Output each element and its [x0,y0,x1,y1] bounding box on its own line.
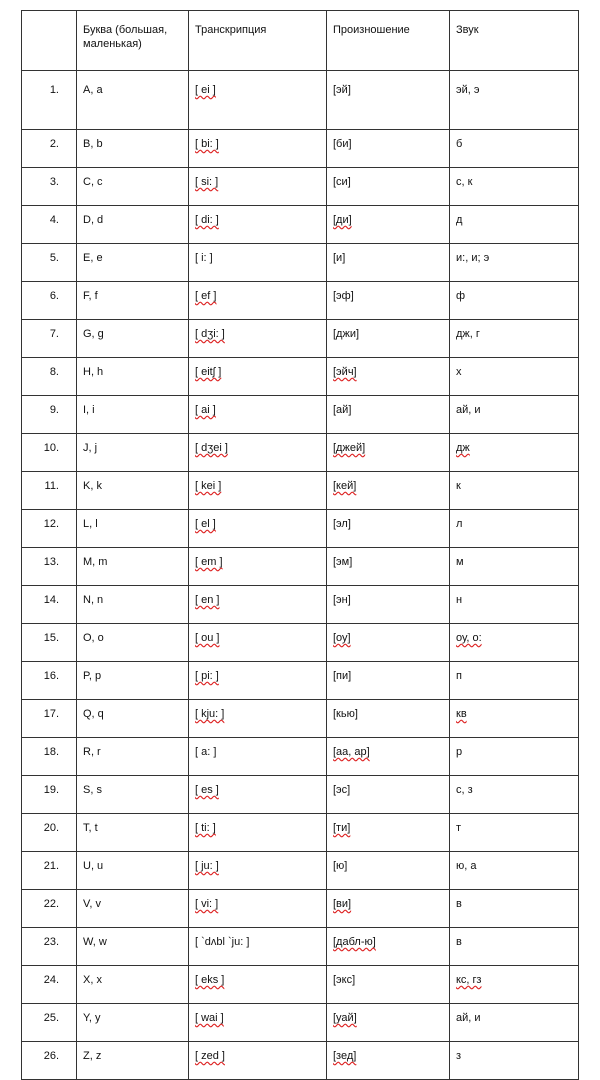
pronunciation-cell [327,1004,450,1042]
transcription-cell-text: [ ti: ] [195,822,216,834]
transcription-cell-text: [ ou ] [195,632,220,644]
row-number [22,814,77,852]
pronunciation-cell-text: [эф] [333,290,354,302]
pronunciation-cell [327,890,450,928]
transcription-cell-text: [ vi: ] [195,898,219,910]
row-number [22,548,77,586]
sound-cell-text: н [456,594,463,606]
pronunciation-cell [327,396,450,434]
sound-cell-text: р [456,746,463,758]
table-row [22,168,579,206]
row-number-text: 26. [43,1050,59,1062]
pronunciation-cell [327,662,450,700]
pronunciation-cell-text: [экс] [333,974,356,986]
sound-cell-text: д [456,214,463,226]
table-row [22,548,579,586]
row-number-text: 5. [49,252,59,264]
sound-cell [450,320,579,358]
transcription-cell [189,700,327,738]
header-letter: Буква (большая, маленькая) [77,11,189,71]
letter-cell-text: M, m [83,556,108,568]
header-number [22,11,77,71]
pronunciation-cell [327,510,450,548]
table-row [22,586,579,624]
transcription-cell [189,738,327,776]
sound-cell-text: с, з [456,784,473,796]
sound-cell [450,244,579,282]
sound-cell-text: оу, о: [456,632,482,644]
row-number-text: 16. [43,670,59,682]
row-number-text: 21. [43,860,59,872]
pronunciation-cell [327,168,450,206]
table-row [22,130,579,168]
letter-cell-text: Y, y [83,1012,101,1024]
row-number [22,928,77,966]
transcription-cell-text: [ kei ] [195,480,222,492]
transcription-cell [189,548,327,586]
pronunciation-cell [327,130,450,168]
pronunciation-cell [327,548,450,586]
transcription-cell [189,130,327,168]
letter-cell-text: V, v [83,898,101,910]
transcription-cell-text: [ di: ] [195,214,219,226]
sound-cell-text: дж [456,442,470,454]
pronunciation-cell-text: [би] [333,138,352,150]
transcription-cell-text: [ a: ] [195,746,217,758]
sound-cell-text: б [456,138,463,150]
table-row [22,510,579,548]
table-row [22,244,579,282]
sound-cell [450,662,579,700]
pronunciation-cell-text: [кью] [333,708,358,720]
letter-cell [77,472,189,510]
pronunciation-cell [327,358,450,396]
transcription-cell-text: [ i: ] [195,252,213,264]
sound-cell-text: кв [456,708,467,720]
transcription-cell [189,472,327,510]
row-number-text: 4. [49,214,59,226]
letter-cell-text: P, p [83,670,102,682]
row-number [22,434,77,472]
sound-cell-text: кс, гз [456,974,482,986]
table-row [22,320,579,358]
transcription-cell-text: [ kju: ] [195,708,225,720]
pronunciation-cell-text: [пи] [333,670,352,682]
letter-cell [77,966,189,1004]
transcription-cell [189,776,327,814]
pronunciation-cell-text: [джей] [333,442,366,454]
sound-cell [450,548,579,586]
row-number-text: 12. [43,518,59,530]
pronunciation-cell-text: [кей] [333,480,357,492]
row-number-text: 8. [49,366,59,378]
table-row [22,434,579,472]
alphabet-table-wrapper [21,10,579,1080]
header-row [22,11,579,71]
pronunciation-cell [327,928,450,966]
pronunciation-cell-text: [ти] [333,822,351,834]
letter-cell [77,71,189,130]
row-number [22,510,77,548]
sound-cell-text: з [456,1050,462,1062]
sound-cell [450,624,579,662]
table-row [22,776,579,814]
transcription-cell-text: [ em ] [195,556,223,568]
sound-cell [450,168,579,206]
transcription-cell-text: [ wai ] [195,1012,224,1024]
row-number [22,358,77,396]
sound-cell [450,358,579,396]
row-number [22,662,77,700]
letter-cell-text: O, o [83,632,104,644]
pronunciation-cell [327,472,450,510]
transcription-cell [189,890,327,928]
row-number [22,776,77,814]
row-number-text: 9. [49,404,59,416]
table-row [22,358,579,396]
pronunciation-cell-text: [эс] [333,784,351,796]
letter-cell-text: I, i [83,404,95,416]
row-number [22,71,77,130]
row-number-text: 25. [43,1012,59,1024]
transcription-cell-text: [ ju: ] [195,860,219,872]
letter-cell-text: K, k [83,480,102,492]
row-number-text: 13. [43,556,59,568]
pronunciation-cell-text: [си] [333,176,351,188]
transcription-cell [189,168,327,206]
row-number-text: 11. [44,480,59,492]
row-number [22,396,77,434]
sound-cell-text: п [456,670,462,682]
table-row [22,71,579,130]
letter-cell [77,928,189,966]
letter-cell [77,852,189,890]
letter-cell-text: Q, q [83,708,104,720]
row-number-text: 24. [43,974,59,986]
row-number-text: 3. [49,176,59,188]
transcription-cell [189,966,327,1004]
transcription-cell-text: [ si: ] [195,176,219,188]
sound-cell [450,1042,579,1080]
table-row [22,700,579,738]
table-row [22,282,579,320]
pronunciation-cell [327,776,450,814]
row-number-text: 19. [43,784,59,796]
letter-cell [77,1004,189,1042]
pronunciation-cell-text: [эм] [333,556,353,568]
header-sound: Звук [450,11,579,71]
transcription-cell [189,1004,327,1042]
transcription-cell-text: [ `dʌbl `ju: ] [195,936,250,948]
letter-cell [77,244,189,282]
row-number-text: 7. [49,328,59,340]
sound-cell-text: т [456,822,462,834]
row-number [22,966,77,1004]
letter-cell-text: W, w [83,936,107,948]
header-transcription: Транскрипция [189,11,327,71]
pronunciation-cell-text: [и] [333,252,346,264]
letter-cell-text: L, l [83,518,98,530]
letter-cell-text: J, j [83,442,98,454]
sound-cell-text: ф [456,290,466,302]
transcription-cell-text: [ pi: ] [195,670,219,682]
letter-cell-text: D, d [83,214,104,226]
transcription-cell [189,396,327,434]
sound-cell [450,434,579,472]
sound-cell-text: в [456,898,462,910]
pronunciation-cell [327,814,450,852]
row-number [22,244,77,282]
pronunciation-cell-text: [эй] [333,84,351,96]
pronunciation-cell [327,434,450,472]
letter-cell-text: N, n [83,594,104,606]
transcription-cell [189,814,327,852]
pronunciation-cell [327,700,450,738]
table-row [22,206,579,244]
letter-cell-text: S, s [83,784,102,796]
pronunciation-cell-text: [ю] [333,860,348,872]
transcription-cell-text: [ dʒei ] [195,442,228,454]
row-number [22,738,77,776]
letter-cell-text: A, a [83,84,103,96]
pronunciation-cell-text: [ви] [333,898,352,910]
transcription-cell-text: [ ef ] [195,290,217,302]
pronunciation-cell [327,624,450,662]
letter-cell [77,890,189,928]
letter-cell-text: B, b [83,138,103,150]
table-row [22,396,579,434]
row-number-text: 1. [49,84,59,96]
pronunciation-cell-text: [оу] [333,632,351,644]
row-number [22,282,77,320]
letter-cell [77,624,189,662]
transcription-cell [189,510,327,548]
sound-cell-text: и:, и; э [456,252,490,264]
sound-cell-text: в [456,936,462,948]
transcription-cell [189,852,327,890]
sound-cell-text: дж, г [456,328,480,340]
table-row [22,662,579,700]
row-number [22,624,77,662]
pronunciation-cell-text: [ай] [333,404,352,416]
table-row [22,928,579,966]
transcription-cell [189,282,327,320]
row-number [22,206,77,244]
row-number-text: 20. [43,822,59,834]
sound-cell-text: ай, и [456,404,481,416]
letter-cell-text: H, h [83,366,104,378]
table-row [22,1004,579,1042]
transcription-cell [189,71,327,130]
letter-cell [77,586,189,624]
letter-cell-text: Z, z [83,1050,102,1062]
sound-cell [450,700,579,738]
row-number-text: 10. [43,442,59,454]
letter-cell [77,130,189,168]
table-row [22,852,579,890]
transcription-cell [189,624,327,662]
letter-cell-text: C, c [83,176,103,188]
letter-cell [77,206,189,244]
letter-cell-text: G, g [83,328,104,340]
sound-cell-text: ю, а [456,860,477,872]
transcription-cell [189,320,327,358]
letter-cell-text: X, x [83,974,102,986]
pronunciation-cell [327,320,450,358]
sound-cell-text: эй, э [456,84,480,96]
row-number-text: 17. [43,708,59,720]
row-number [22,1004,77,1042]
pronunciation-cell [327,282,450,320]
table-row [22,966,579,1004]
sound-cell [450,472,579,510]
alphabet-table [21,10,579,1080]
row-number [22,320,77,358]
sound-cell [450,510,579,548]
sound-cell [450,396,579,434]
row-number [22,852,77,890]
letter-cell [77,434,189,472]
transcription-cell-text: [ ei ] [195,84,216,96]
row-number [22,890,77,928]
letter-cell [77,738,189,776]
pronunciation-cell-text: [эйч] [333,366,357,378]
letter-cell [77,1042,189,1080]
sound-cell-text: м [456,556,464,568]
sound-cell-text: к [456,480,461,492]
transcription-cell-text: [ en ] [195,594,220,606]
table-row [22,624,579,662]
transcription-cell-text: [ es ] [195,784,219,796]
pronunciation-cell-text: [дабл-ю] [333,936,376,948]
row-number-text: 18. [43,746,59,758]
sound-cell [450,71,579,130]
transcription-cell [189,434,327,472]
letter-cell-text: R, r [83,746,101,758]
sound-cell [450,776,579,814]
sound-cell [450,206,579,244]
table-row [22,890,579,928]
transcription-cell-text: [ eitʃ ] [195,366,222,378]
sound-cell [450,738,579,776]
sound-cell-text: с, к [456,176,473,188]
letter-cell-text: E, e [83,252,103,264]
letter-cell [77,548,189,586]
pronunciation-cell [327,71,450,130]
pronunciation-cell [327,244,450,282]
pronunciation-cell-text: [аа, ар] [333,746,370,758]
transcription-cell [189,358,327,396]
sound-cell [450,282,579,320]
pronunciation-cell-text: [джи] [333,328,360,340]
row-number [22,130,77,168]
letter-cell [77,396,189,434]
pronunciation-cell-text: [зед] [333,1050,357,1062]
row-number [22,1042,77,1080]
transcription-cell [189,206,327,244]
sound-cell [450,130,579,168]
row-number [22,586,77,624]
transcription-cell-text: [ ai ] [195,404,216,416]
sound-cell-text: л [456,518,463,530]
sound-cell-text: ай, и [456,1012,481,1024]
transcription-cell [189,662,327,700]
sound-cell [450,966,579,1004]
letter-cell-text: F, f [83,290,98,302]
pronunciation-cell-text: [ди] [333,214,352,226]
transcription-cell [189,1042,327,1080]
pronunciation-cell [327,738,450,776]
pronunciation-cell [327,852,450,890]
row-number-text: 14. [43,594,59,606]
pronunciation-cell [327,1042,450,1080]
transcription-cell [189,928,327,966]
table-row [22,1042,579,1080]
letter-cell [77,814,189,852]
transcription-cell [189,244,327,282]
letter-cell [77,320,189,358]
transcription-cell-text: [ el ] [195,518,216,530]
sound-cell [450,852,579,890]
sound-cell [450,1004,579,1042]
pronunciation-cell-text: [эл] [333,518,351,530]
header-pronunciation: Произношение [327,11,450,71]
letter-cell [77,700,189,738]
transcription-cell-text: [ dʒi: ] [195,328,225,340]
transcription-cell [189,586,327,624]
table-row [22,814,579,852]
row-number [22,700,77,738]
letter-cell-text: T, t [83,822,98,834]
pronunciation-cell [327,966,450,1004]
row-number [22,472,77,510]
sound-cell [450,890,579,928]
sound-cell [450,814,579,852]
sound-cell-text: х [456,366,462,378]
transcription-cell-text: [ eks ] [195,974,225,986]
letter-cell [77,510,189,548]
table-row [22,472,579,510]
transcription-cell-text: [ zed ] [195,1050,225,1062]
transcription-cell-text: [ bi: ] [195,138,219,150]
row-number [22,168,77,206]
sound-cell [450,928,579,966]
pronunciation-cell [327,206,450,244]
letter-cell-text: U, u [83,860,104,872]
letter-cell [77,358,189,396]
letter-cell [77,662,189,700]
pronunciation-cell [327,586,450,624]
pronunciation-cell-text: [эн] [333,594,351,606]
row-number-text: 6. [49,290,59,302]
row-number-text: 2. [49,138,59,150]
row-number-text: 15. [43,632,59,644]
letter-cell [77,282,189,320]
letter-cell [77,776,189,814]
sound-cell [450,586,579,624]
letter-cell [77,168,189,206]
row-number-text: 22. [43,898,59,910]
pronunciation-cell-text: [уай] [333,1012,357,1024]
row-number-text: 23. [43,936,59,948]
table-row [22,738,579,776]
